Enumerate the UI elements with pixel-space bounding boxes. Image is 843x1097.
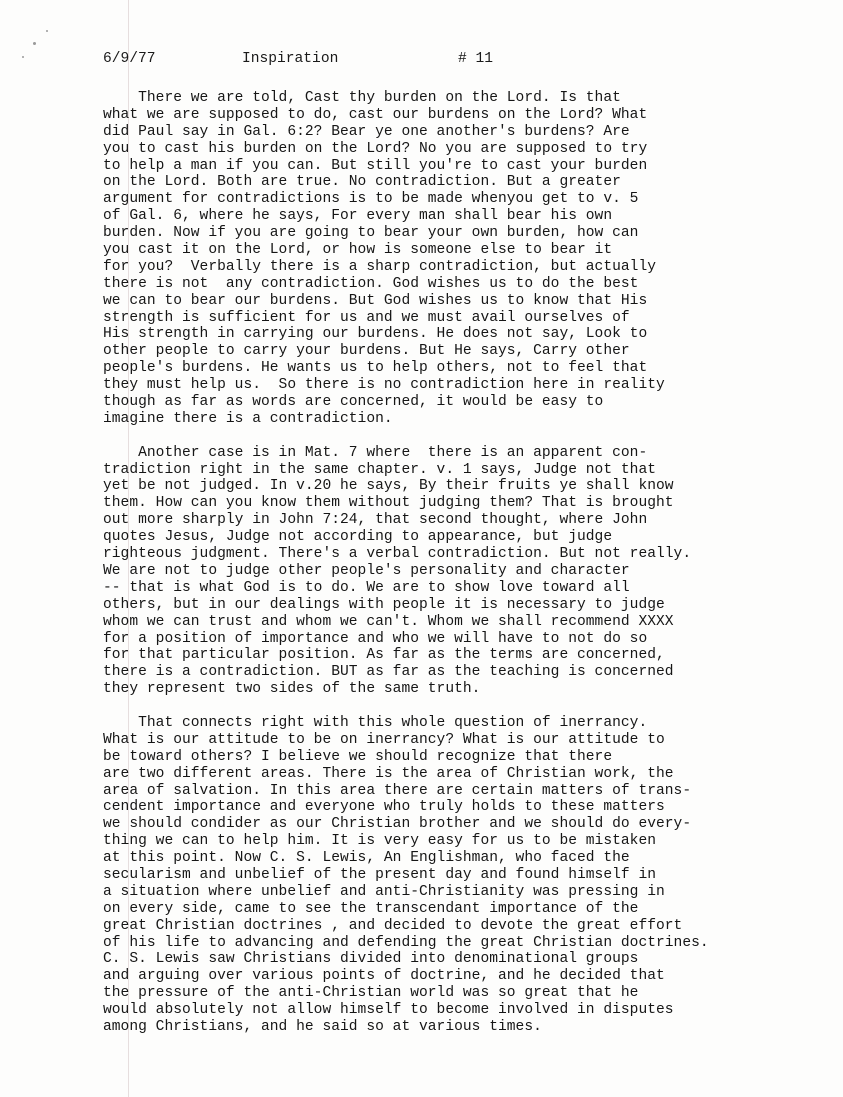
text-line: there is a contradiction. BUT as far as the teaching is concerned [103, 664, 674, 681]
text-line: they represent two sides of the same truth. [103, 681, 481, 698]
text-line: others, but in our dealings with people it is necessary to judge [103, 596, 665, 613]
text-line: C. S. Lewis saw Christians divided into denominational groups [103, 951, 639, 968]
text-line: burden. Now if you are going to bear your own burden, how can [103, 225, 639, 242]
header-number: # 11 [458, 51, 494, 67]
text-line: quotes Jesus, Judge not according to appearance, but judge [103, 529, 613, 546]
scan-speck [33, 42, 36, 45]
text-line: of his life to advancing and defending the great Christian doctrines. [103, 934, 709, 951]
text-line: -- that is what God is to do. We are to show love toward all [103, 579, 630, 596]
text-line: argument for contradictions is to be made whenyou get to v. 5 [103, 191, 639, 208]
text-line: and arguing over various points of doctrine, and he decided that [103, 968, 665, 985]
text-line: Another case is in Mat. 7 where there is an apparent con- [103, 444, 648, 461]
header-title: Inspiration [242, 51, 339, 67]
scan-speck [46, 30, 48, 32]
text-line: they must help us. So there is no contradiction here in reality [103, 377, 665, 394]
document-body [103, 90, 803, 1053]
page-header [103, 51, 803, 71]
text-line: area of salvation. In this area there are certain matters of trans- [103, 782, 692, 799]
text-line: of Gal. 6, where he says, For every man shall bear his own [103, 208, 613, 225]
text-line: would absolutely not allow himself to become involved in disputes [103, 1002, 674, 1019]
text-line: There we are told, Cast thy burden on the Lord. Is that [103, 90, 621, 106]
text-line: cendent importance and everyone who truly holds to these matters [103, 799, 665, 816]
text-line: for a position of importance and who we will have to not do so [103, 630, 648, 647]
text-line: among Christians, and he said so at various times. [103, 1018, 542, 1035]
text-line: His strength in carrying our burdens. He does not say, Look to [103, 326, 648, 343]
text-line: we should condider as our Christian brother and we should do every- [103, 816, 692, 833]
text-line: we can to bear our burdens. But God wishes us to know that His [103, 292, 648, 309]
scan-speck [22, 56, 24, 58]
text-line: you to cast his burden on the Lord? No you are supposed to try [103, 140, 648, 157]
text-line: righteous judgment. There's a verbal contradiction. But not really. [103, 546, 692, 563]
text-line: be toward others? I believe we should recognize that there [103, 748, 613, 765]
bleed-through-text [190, 1042, 670, 1062]
text-line: a situation where unbelief and anti-Christianity was pressing in [103, 883, 665, 900]
text-line: though as far as words are concerned, it would be easy to [103, 394, 604, 411]
text-line: imagine there is a contradiction. [103, 410, 393, 427]
text-line: to help a man if you can. But still you're to cast your burden [103, 157, 648, 174]
text-line: strength is sufficient for us and we must avail ourselves of [103, 309, 630, 326]
text-line: other people to carry your burdens. But He says, Carry other [103, 343, 630, 360]
header-date: 6/9/77 [103, 51, 156, 67]
text-line: them. How can you know them without judging them? That is brought [103, 495, 674, 512]
paragraph [103, 90, 803, 428]
text-line: What is our attitude to be on inerrancy? What is our attitude to [103, 731, 665, 748]
paragraph [103, 715, 803, 1036]
text-line: the pressure of the anti-Christian world was so great that he [103, 985, 639, 1002]
text-line: great Christian doctrines , and decided to devote the great effort [103, 917, 683, 934]
paragraph [103, 445, 803, 698]
text-line: you cast it on the Lord, or how is someone else to bear it [103, 242, 613, 259]
text-line: That connects right with this whole question of inerrancy. [103, 714, 648, 731]
text-line: on every side, came to see the transcendant importance of the [103, 900, 639, 917]
text-line: out more sharply in John 7:24, that second thought, where John [103, 512, 648, 529]
text-line: what we are supposed to do, cast our burdens on the Lord? What [103, 106, 648, 123]
text-line: whom we can trust and whom we can't. Whom we shall recommend XXXX [103, 613, 674, 630]
text-line: there is not any contradiction. God wishes us to do the best [103, 275, 639, 292]
text-line: yet be not judged. In v.20 he says, By their fruits ye shall know [103, 478, 674, 495]
text-line: people's burdens. He wants us to help others, not to feel that [103, 360, 648, 377]
text-line: for that particular position. As far as the terms are concerned, [103, 647, 665, 664]
text-line: on the Lord. Both are true. No contradiction. But a greater [103, 174, 621, 191]
text-line: secularism and unbelief of the present day and found himself in [103, 866, 656, 883]
text-line: thing we can to help him. It is very easy for us to be mistaken [103, 833, 656, 850]
text-line: at this point. Now C. S. Lewis, An Englishman, who faced the [103, 850, 630, 867]
text-line: We are not to judge other people's personality and character [103, 562, 630, 579]
text-line: are two different areas. There is the area of Christian work, the [103, 765, 674, 782]
text-line: did Paul say in Gal. 6:2? Bear ye one another's burdens? Are [103, 123, 630, 140]
text-line: tradiction right in the same chapter. v. 1 says, Judge not that [103, 461, 656, 478]
text-line: for you? Verbally there is a sharp contradiction, but actually [103, 258, 656, 275]
